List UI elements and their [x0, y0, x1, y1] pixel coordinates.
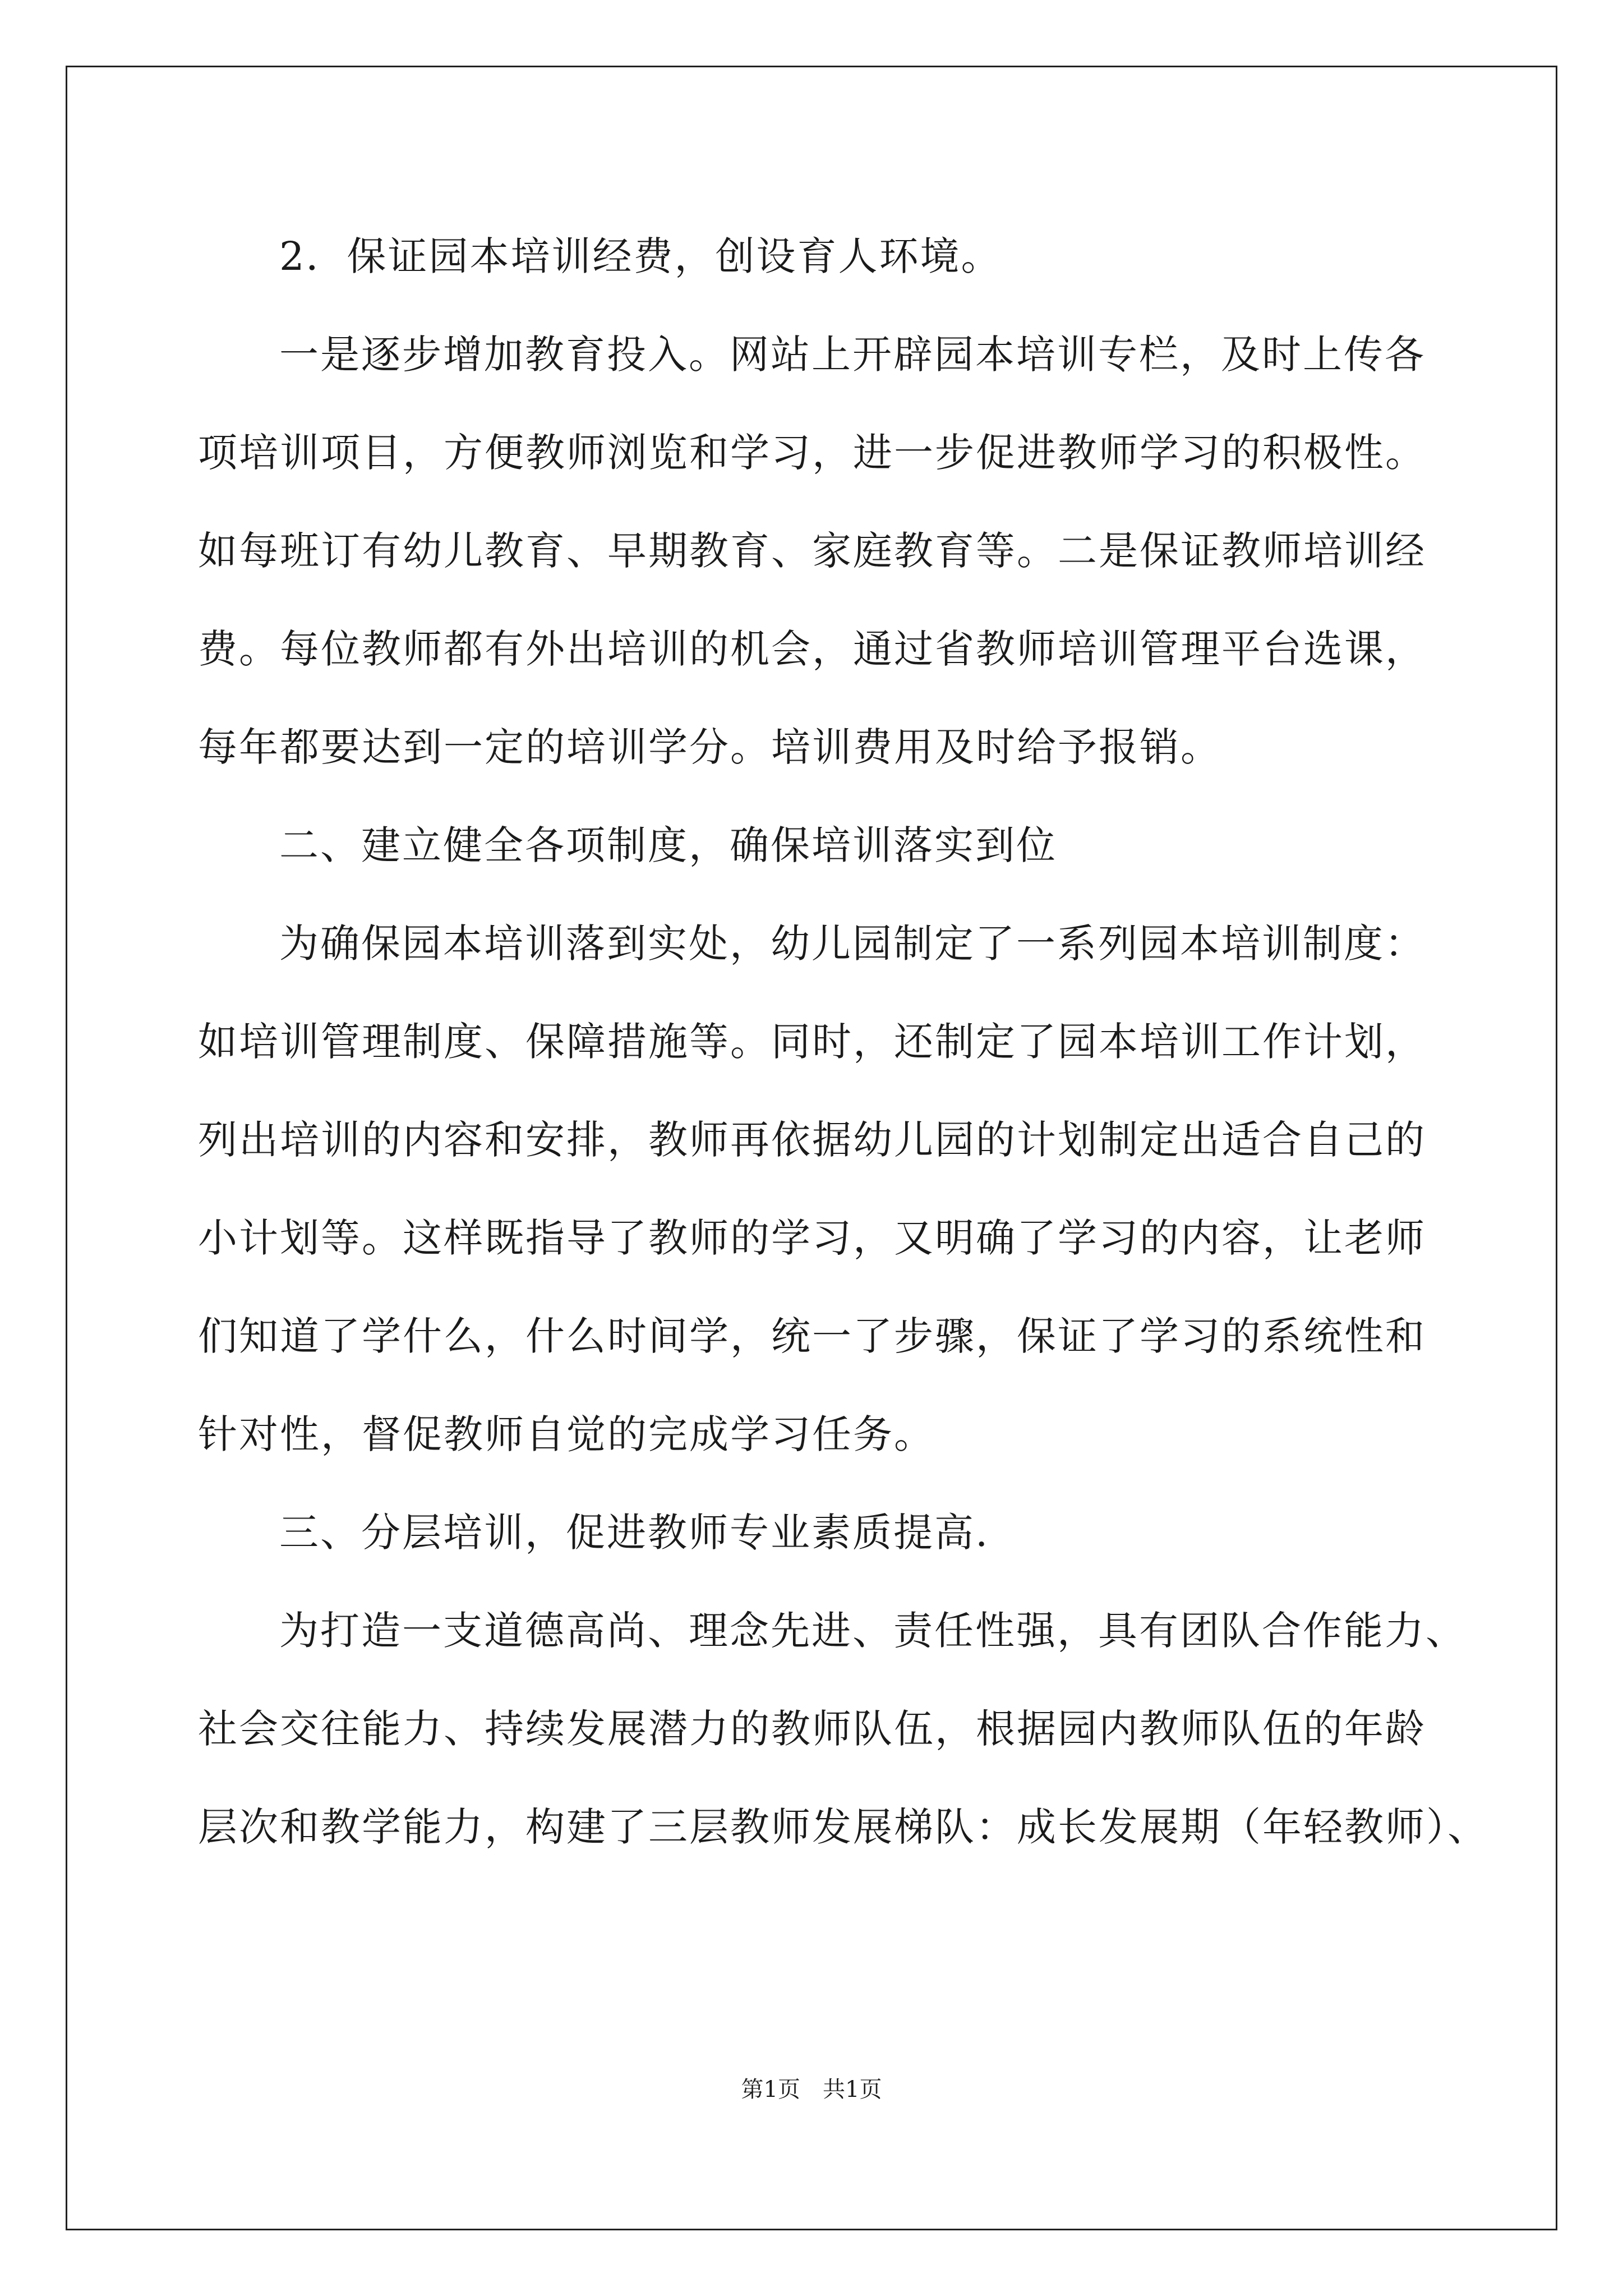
paragraph-line: 如培训管理制度、保障措施等。同时，还制定了园本培训工作计划，	[198, 1019, 1426, 1065]
paragraph-line: 社会交往能力、持续发展潜力的教师队伍，根据园内教师队伍的年龄	[198, 1706, 1426, 1752]
paragraph-line: 2．保证园本培训经费，创设育人环境。	[279, 233, 1002, 279]
paragraph-line: 们知道了学什么，什么时间学，统一了步骤，保证了学习的系统性和	[198, 1313, 1426, 1359]
paragraph-line: 如每班订有幼儿教育、早期教育、家庭教育等。二是保证教师培训经	[198, 528, 1426, 574]
paragraph-line: 列出培训的内容和安排，教师再依据幼儿园的计划制定出适合自己的	[198, 1117, 1426, 1163]
paragraph-line: 费。每位教师都有外出培训的机会，通过省教师培训管理平台选课，	[198, 626, 1426, 672]
paragraph-line: 层次和教学能力，构建了三层教师发展梯队：成长发展期（年轻教师）、	[198, 1804, 1488, 1850]
page-number-footer: 第1页 共1页	[741, 2077, 882, 2102]
paragraph-line: 每年都要达到一定的培训学分。培训费用及时给予报销。	[198, 724, 1221, 770]
paragraph-line: 小计划等。这样既指导了教师的学习，又明确了学习的内容，让老师	[198, 1215, 1426, 1261]
section-heading: 二、建立健全各项制度，确保培训落实到位	[279, 822, 1057, 868]
paragraph-line: 为确保园本培训落到实处，幼儿园制定了一系列园本培训制度：	[279, 921, 1426, 967]
paragraph-line: 为打造一支道德高尚、理念先进、责任性强，具有团队合作能力、	[279, 1608, 1467, 1654]
document-body	[198, 208, 1488, 1876]
paragraph-line: 针对性，督促教师自觉的完成学习任务。	[198, 1411, 935, 1457]
paragraph-line: 项培训项目，方便教师浏览和学习，进一步促进教师学习的积极性。	[198, 430, 1426, 476]
paragraph-line: 一是逐步增加教育投入。网站上开辟园本培训专栏，及时上传各	[279, 332, 1426, 378]
section-heading: 三、分层培训，促进教师专业素质提高.	[279, 1510, 990, 1556]
